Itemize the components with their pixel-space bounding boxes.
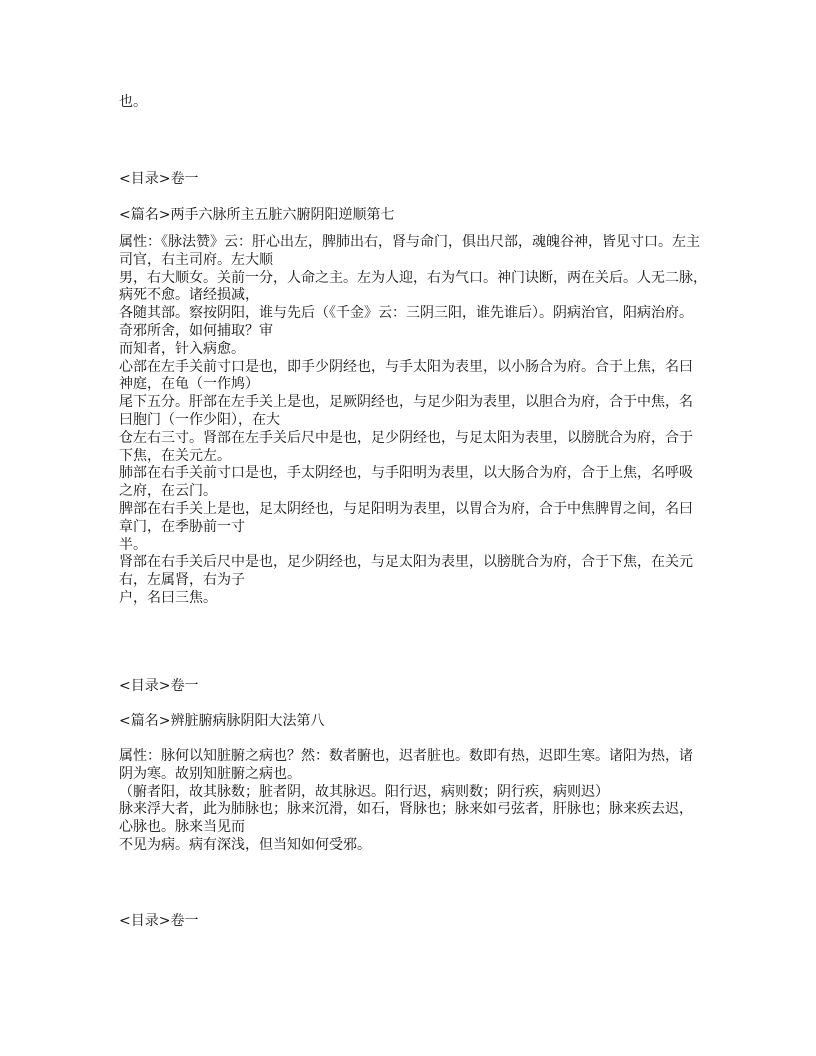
chapter-body <box>119 748 709 855</box>
text-line: 半。 <box>119 536 147 553</box>
text-line: 脾部在右手关上是也，足太阴经也，与足阳明为表里，以胃合为府，合于中焦脾胃之间，名曰 <box>119 500 693 517</box>
text-line: 右，左属肾，右为子 <box>119 572 245 589</box>
text-line: 肾部在右手关后尺中是也，足少阴经也，与足太阳为表里，以膀胱合为府，合于下焦，在关元 <box>119 554 693 571</box>
text-line: 户，名曰三焦。 <box>119 589 217 606</box>
catalog-heading <box>119 913 709 931</box>
text-line: 属性：脉何以知脏腑之病也？然：数者腑也，迟者脏也。数即有热，迟即生寒。诸阳为热，诸 <box>119 748 693 764</box>
text-line: 心脉也。脉来当见而 <box>119 819 245 836</box>
text-line: 病死不愈。诸经损减， <box>119 287 259 304</box>
text-line: 神庭，在龟（一作鸠） <box>119 376 259 393</box>
text-line: 曰胞门（一作少阳），在大 <box>119 411 280 428</box>
text-line: 章门，在季胁前一寸 <box>119 518 245 535</box>
catalog-label: <目录>卷一 <box>119 678 199 694</box>
text-line: 各随其部。察按阴阳，谁与先后（《千金》云：三阴三阳，谁先谁后）。阴病治官，阳病治府。 <box>119 305 693 322</box>
text-line: 阴为寒。故别知脏腑之病也。 <box>119 765 301 782</box>
text-line: 脉来浮大者，此为肺脉也；脉来沉滑，如石，肾脉也；脉来如弓弦者，肝脉也；脉来疾去迟， <box>119 801 693 818</box>
text-line: 仓左右三寸。肾部在左手关后尺中是也，足少阴经也，与足太阳为表里，以膀胱合为府，合于 <box>119 429 693 446</box>
catalog-heading <box>119 678 709 696</box>
page-top-text <box>119 94 709 112</box>
text-line: 心部在左手关前寸口是也，即手少阴经也，与手太阳为表里，以小肠合为府。合于上焦，名曰 <box>119 358 693 375</box>
text-line: 而知者，针入病愈。 <box>119 340 245 357</box>
chapter-title-text: <篇名>辨脏腑病脉阴阳大法第八 <box>119 713 325 729</box>
chapter-title <box>119 713 709 731</box>
text-line: 肺部在右手关前寸口是也，手太阴经也，与手阳明为表里，以大肠合为府，合于上焦，名呼吸 <box>119 465 693 482</box>
text-line: （腑者阳，故其脉数；脏者阴，故其脉迟。阳行迟，病则数；阴行疾，病则迟） <box>119 783 609 800</box>
text-line: 属性：《脉法赞》云：肝心出左，脾肺出右，肾与命门，俱出尺部，魂魄谷神，皆见寸口。左主 <box>119 234 700 250</box>
catalog-label: <目录>卷一 <box>119 171 199 187</box>
catalog-heading <box>119 171 709 189</box>
text-line: 不见为病。病有深浅，但当知如何受邪。 <box>119 836 371 853</box>
chapter-title <box>119 207 709 225</box>
catalog-label: <目录>卷一 <box>119 913 199 929</box>
chapter-title-text: <篇名>两手六脉所主五脏六腑阴阳逆顺第七 <box>119 207 395 223</box>
text-line: 之府，在云门。 <box>119 483 217 500</box>
text-line: 男，右大顺女。关前一分，人命之主。左为人迎，右为气口。神门诀断，两在关后。人无二脉， <box>119 269 707 286</box>
text-line: 奇邪所舍，如何捕取？审 <box>119 322 273 339</box>
text-line: 也。 <box>119 94 147 110</box>
chapter-body <box>119 234 709 608</box>
text-line: 司官，右主司府。左大顺 <box>119 251 273 268</box>
text-line: 下焦，在关元左。 <box>119 447 231 464</box>
text-line: 尾下五分。肝部在左手关上是也，足厥阴经也，与足少阳为表里，以胆合为府，合于中焦，名 <box>119 394 693 411</box>
